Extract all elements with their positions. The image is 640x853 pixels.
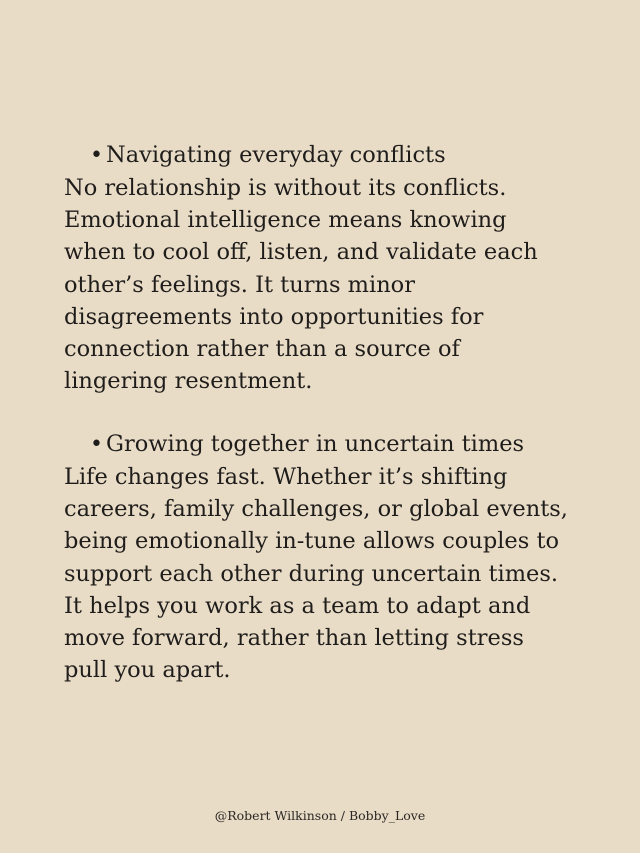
body-line: other’s feelings. It turns minor [64,271,415,298]
section-heading-text: Navigating everyday conflicts [106,142,446,168]
section-heading-text: Growing together in uncertain times [106,431,525,457]
body-line: No relationship is without its conflicts. [64,175,507,201]
section-heading [64,139,604,172]
section-heading [64,428,604,461]
body-line: careers, family challenges, or global events, [64,496,568,523]
body-line: Emotional intelligence means knowing [64,207,507,234]
bullet-icon: • [90,432,103,457]
body-line: pull you apart. [64,657,231,684]
section-growing-together [64,428,604,686]
body-line: lingering resentment. [64,368,313,395]
body-line: connection rather than a source of [64,336,460,363]
body-line: when to cool off, listen, and validate each [64,239,538,266]
section-navigating-conflicts [64,139,604,397]
body-line: It helps you work as a team to adapt and [64,592,531,619]
body-line: being emotionally in-tune allows couples to [64,528,560,555]
body-line: support each other during uncertain times. [64,560,559,587]
bullet-icon: • [90,143,103,168]
body-line: move forward, rather than letting stress [64,625,524,652]
body-line: Life changes fast. Whether it’s shifting [64,464,508,490]
author-credit: @Robert Wilkinson / Bobby_Love [214,808,426,823]
body-line: disagreements into opportunities for [64,303,484,330]
